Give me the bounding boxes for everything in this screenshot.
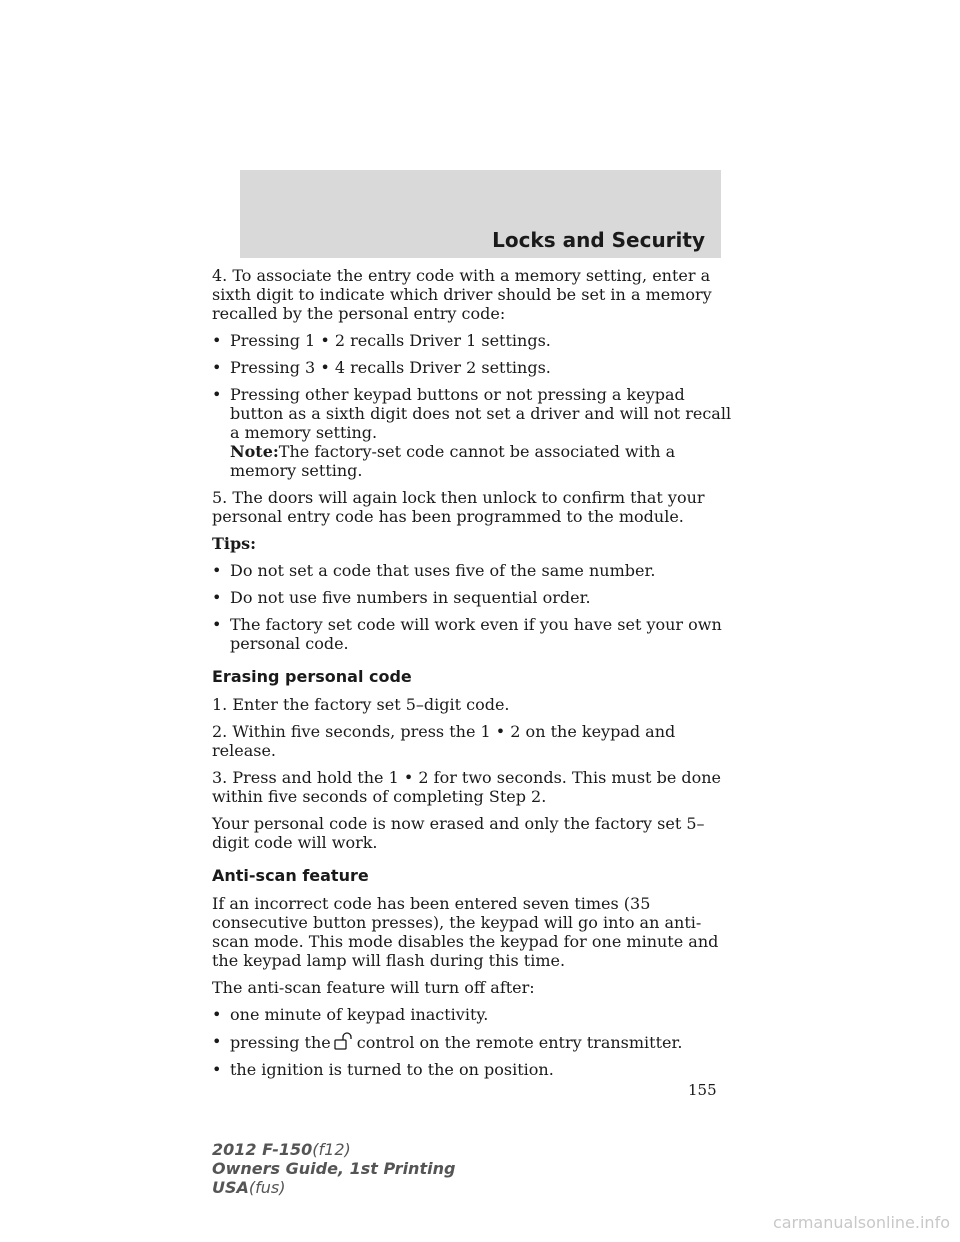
footer-region: USA	[212, 1178, 249, 1197]
list-item: • the ignition is turned to the on position.	[212, 1060, 554, 1079]
list-item: • Pressing 3 • 4 recalls Driver 2 settings.	[212, 358, 551, 377]
antiscan-paragraph: If an incorrect code has been entered seven times (35 consecutive button presses), the keypad will go into an anti-scan mode. This mode disables the keypad for one minute and the keypad lamp will flash during this time.	[212, 894, 719, 970]
erasing-result: Your personal code is now erased and only the factory set 5–digit code will work.	[212, 814, 705, 852]
unlock-icon	[333, 1032, 355, 1050]
erasing-heading: Erasing personal code	[212, 667, 412, 686]
tips-label: Tips:	[212, 534, 257, 553]
note-label: Note:	[230, 442, 279, 461]
step-4: 4. To associate the entry code with a memory setting, enter a sixth digit to indicate which driver should be set in a memory recalled by the personal entry code:	[212, 266, 712, 323]
list-item: • one minute of keypad inactivity.	[212, 1005, 489, 1024]
page-number: 155	[688, 1081, 717, 1099]
antiscan-intro: The anti-scan feature will turn off after:	[212, 978, 535, 997]
document-footer	[212, 1140, 455, 1197]
list-item: • The factory set code will work even if you have set your own personal code.	[212, 615, 722, 653]
erasing-step-1: 1. Enter the factory set 5–digit code.	[212, 695, 510, 714]
erasing-step-2: 2. Within five seconds, press the 1 • 2 on the keypad and release.	[212, 722, 676, 760]
list-item: • Do not use five numbers in sequential order.	[212, 588, 591, 607]
note-text: The factory-set code cannot be associated with a memory setting.	[230, 442, 676, 480]
footer-model: 2012 F-150	[212, 1140, 313, 1159]
erasing-step-3: 3. Press and hold the 1 • 2 for two seconds. This must be done within five seconds of completing Step 2.	[212, 768, 722, 806]
footer-guide: Owners Guide, 1st Printing	[212, 1159, 456, 1178]
footer-region-code: (fus)	[248, 1178, 286, 1197]
list-item: • Pressing other keypad buttons or not pressing a keypad button as a sixth digit does not set a driver and will not recall a memory setting. Note:The factory-set code cannot be associated with a memory setting.	[212, 385, 732, 480]
section-header-band	[240, 170, 721, 258]
step-5: 5. The doors will again lock then unlock to confirm that your personal entry code has been programmed to the module.	[212, 488, 705, 526]
antiscan-heading: Anti-scan feature	[212, 866, 369, 885]
footer-model-code: (f12)	[312, 1140, 351, 1159]
page-content	[212, 266, 732, 1087]
list-item: • Do not set a code that uses five of the same number.	[212, 561, 656, 580]
list-item: • Pressing 1 • 2 recalls Driver 1 settings.	[212, 331, 551, 350]
section-title: Locks and Security	[492, 228, 705, 252]
watermark: carmanualsonline.info	[772, 1213, 950, 1232]
list-item: • pressing the control on the remote entry transmitter.	[212, 1032, 683, 1052]
